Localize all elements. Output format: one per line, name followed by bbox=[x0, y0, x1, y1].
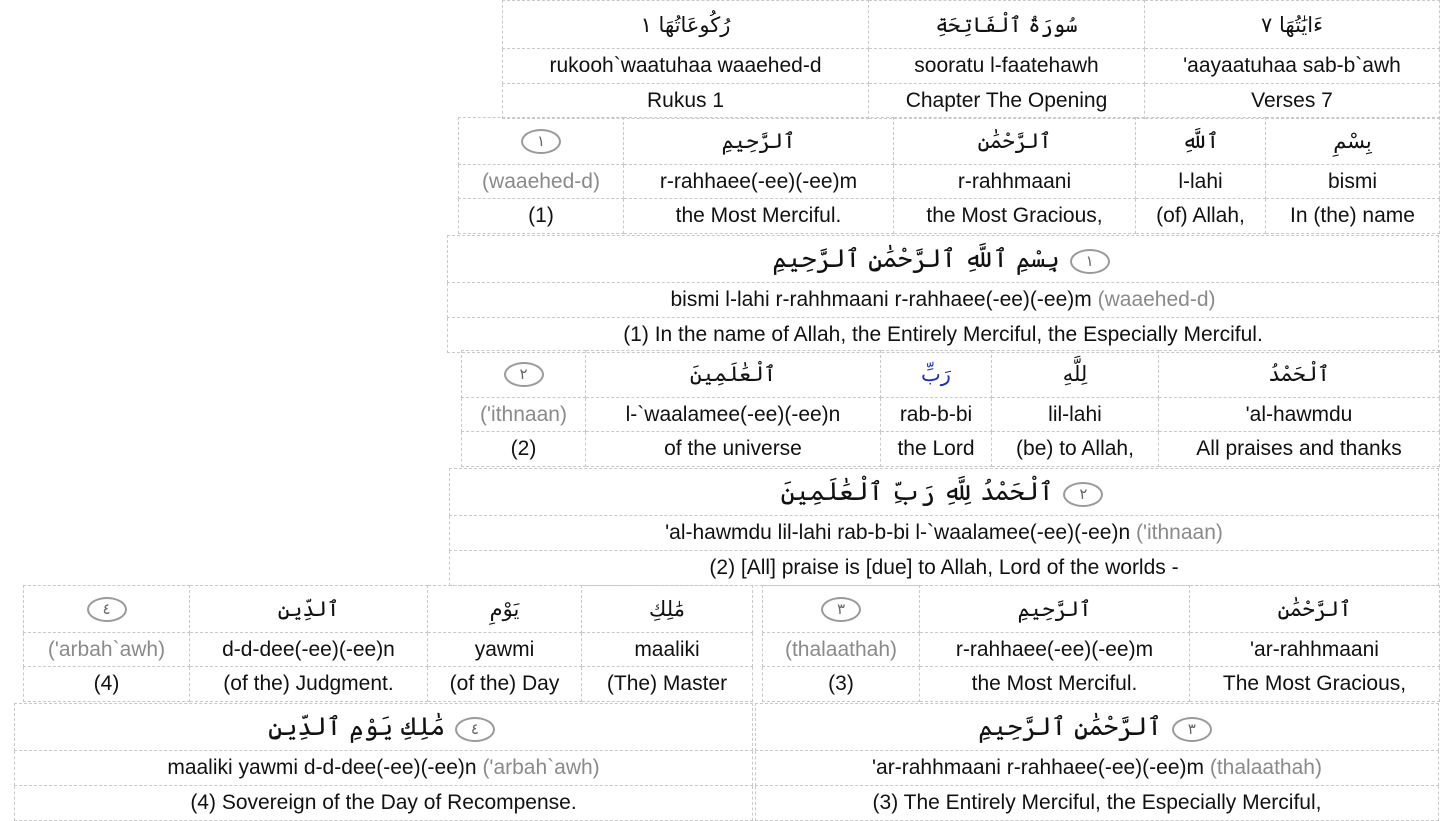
verse-translation: (3) The Entirely Merciful, the Especially Merciful, bbox=[756, 786, 1439, 821]
verse-number-translit: (waaehed-d) bbox=[1097, 288, 1216, 311]
verse-full-translit bbox=[15, 751, 753, 786]
verse-end-marker-icon: ٣ bbox=[821, 597, 861, 622]
verse-4-word-table bbox=[23, 585, 753, 702]
verses-count-english: Verses 7 bbox=[1145, 84, 1440, 119]
verse-number-translit: (waaehed-d) bbox=[459, 165, 624, 199]
verse-number-translit: ('ithnaan) bbox=[462, 398, 586, 432]
verse-3-word-table bbox=[762, 585, 1440, 702]
verse-full-translit bbox=[756, 751, 1439, 786]
verse-number-translit: (thalaathah) bbox=[1209, 756, 1322, 779]
word-english: the Most Merciful. bbox=[920, 667, 1190, 702]
surah-name-arabic: سُورَةُ ٱلْفَاتِحَةِ bbox=[869, 1, 1145, 49]
verse-number-english: (2) bbox=[462, 432, 586, 467]
verse-full-translit bbox=[450, 516, 1439, 551]
translit-text: 'al-hawmdu lil-lahi rab-b-bi l-`waalamee(-ee)(-ee)n bbox=[665, 521, 1131, 544]
word-english: the Most Merciful. bbox=[624, 199, 894, 234]
rukus-translit: rukooh`waatuhaa waaehed-d bbox=[503, 49, 869, 84]
word-translit: r-rahhmaani bbox=[894, 165, 1136, 199]
word-english: (of) Allah, bbox=[1136, 199, 1266, 234]
verse-1-word-table bbox=[458, 117, 1440, 234]
verse-end-marker-icon: ٤ bbox=[87, 597, 127, 622]
word-arabic: يَوْمِ bbox=[428, 586, 582, 633]
verse-3-full-arabic-cell bbox=[756, 704, 1439, 751]
verse-2-marker-cell bbox=[462, 351, 586, 398]
verse-translation: (4) Sovereign of the Day of Recompense. bbox=[15, 786, 753, 821]
verse-number-translit: ('ithnaan) bbox=[1135, 521, 1223, 544]
verse-end-marker-icon: ٤ bbox=[455, 717, 495, 742]
word-arabic: رَبِّ bbox=[881, 351, 992, 398]
word-translit: maaliki bbox=[582, 633, 753, 667]
rukus-english: Rukus 1 bbox=[503, 84, 869, 119]
verse-1-full-arabic-cell bbox=[448, 236, 1439, 283]
translit-text: 'ar-rahhmaani r-rahhaee(-ee)(-ee)m bbox=[872, 756, 1205, 779]
word-arabic: ٱلْحَمْدُ bbox=[1159, 351, 1440, 398]
verse-end-marker-icon: ٢ bbox=[1063, 482, 1103, 507]
word-arabic: ٱلرَّحْمَٰنِ bbox=[894, 118, 1136, 165]
verse-full-arabic: بِسْمِ ٱللَّهِ ٱلرَّحْمَٰنِ ٱلرَّحِيمِ bbox=[772, 244, 1060, 274]
word-translit: d-d-dee(-ee)(-ee)n bbox=[190, 633, 428, 667]
verse-translation: (2) [All] praise is [due] to Allah, Lord of the worlds - bbox=[450, 551, 1439, 586]
word-translit: rab-b-bi bbox=[881, 398, 992, 432]
verse-1-full-table bbox=[447, 235, 1439, 353]
verse-number-english: (1) bbox=[459, 199, 624, 234]
translit-text: maaliki yawmi d-d-dee(-ee)(-ee)n bbox=[167, 756, 477, 779]
surah-name-translit: sooratu l-faatehawh bbox=[869, 49, 1145, 84]
word-translit: 'al-hawmdu bbox=[1159, 398, 1440, 432]
verse-3-marker-cell bbox=[763, 586, 920, 633]
word-english: (be) to Allah, bbox=[992, 432, 1159, 467]
verse-translation: (1) In the name of Allah, the Entirely Merciful, the Especially Merciful. bbox=[448, 318, 1439, 353]
word-arabic: ٱلرَّحِيمِ bbox=[624, 118, 894, 165]
verse-2-full-table bbox=[449, 468, 1439, 586]
verse-4-marker-cell bbox=[24, 586, 190, 633]
word-translit: l-`waalamee(-ee)(-ee)n bbox=[586, 398, 881, 432]
word-english: The Most Gracious, bbox=[1190, 667, 1440, 702]
verse-full-arabic: ٱلرَّحْمَٰنِ ٱلرَّحِيمِ bbox=[978, 712, 1162, 742]
word-arabic: بِسْمِ bbox=[1266, 118, 1440, 165]
word-arabic: ٱلدِّينِ bbox=[190, 586, 428, 633]
word-translit: bismi bbox=[1266, 165, 1440, 199]
surah-name-english: Chapter The Opening bbox=[869, 84, 1145, 119]
verse-full-arabic: مَٰلِكِ يَوْمِ ٱلدِّينِ bbox=[268, 712, 446, 742]
word-translit: l-lahi bbox=[1136, 165, 1266, 199]
word-arabic: ٱلرَّحْمَٰنِ bbox=[1190, 586, 1440, 633]
verse-number-english: (4) bbox=[24, 667, 190, 702]
rukus-arabic: رُكُوعَاتُهَا ١ bbox=[503, 1, 869, 49]
verse-number-translit: ('arbah`awh) bbox=[24, 633, 190, 667]
word-translit: r-rahhaee(-ee)(-ee)m bbox=[920, 633, 1190, 667]
word-translit: r-rahhaee(-ee)(-ee)m bbox=[624, 165, 894, 199]
verse-end-marker-icon: ٣ bbox=[1172, 717, 1212, 742]
verses-count-arabic: ءَايَٰتُهَا ٧ bbox=[1145, 1, 1440, 49]
word-arabic: ٱلرَّحِيمِ bbox=[920, 586, 1190, 633]
verse-number-english: (3) bbox=[763, 667, 920, 702]
word-english: the Lord bbox=[881, 432, 992, 467]
word-arabic: ٱللَّهِ bbox=[1136, 118, 1266, 165]
verse-end-marker-icon: ٢ bbox=[504, 362, 544, 387]
verse-3-full-table bbox=[755, 703, 1439, 821]
verse-2-full-arabic-cell bbox=[450, 469, 1439, 516]
verse-end-marker-icon: ١ bbox=[1070, 249, 1110, 274]
verse-full-translit bbox=[448, 283, 1439, 318]
translit-text: bismi l-lahi r-rahhmaani r-rahhaee(-ee)(-ee)m bbox=[670, 288, 1092, 311]
word-english: the Most Gracious, bbox=[894, 199, 1136, 234]
surah-header-table bbox=[502, 0, 1440, 119]
verse-4-full-table bbox=[14, 703, 753, 821]
word-translit: lil-lahi bbox=[992, 398, 1159, 432]
word-english: (of the) Judgment. bbox=[190, 667, 428, 702]
word-english: In (the) name bbox=[1266, 199, 1440, 234]
verses-count-translit: 'aayaatuhaa sab-b`awh bbox=[1145, 49, 1440, 84]
verse-end-marker-icon: ١ bbox=[521, 129, 561, 154]
verse-1-marker-cell bbox=[459, 118, 624, 165]
verse-number-translit: ('arbah`awh) bbox=[482, 756, 600, 779]
word-english: (of the) Day bbox=[428, 667, 582, 702]
word-english: of the universe bbox=[586, 432, 881, 467]
verse-full-arabic: ٱلْحَمْدُ لِلَّهِ رَبِّ ٱلْعَٰلَمِينَ bbox=[780, 477, 1054, 507]
word-english: (The) Master bbox=[582, 667, 753, 702]
verse-4-full-arabic-cell bbox=[15, 704, 753, 751]
word-arabic: مَٰلِكِ bbox=[582, 586, 753, 633]
word-translit: yawmi bbox=[428, 633, 582, 667]
word-english: All praises and thanks bbox=[1159, 432, 1440, 467]
word-arabic: ٱلْعَٰلَمِينَ bbox=[586, 351, 881, 398]
word-arabic: لِلَّهِ bbox=[992, 351, 1159, 398]
verse-2-word-table bbox=[461, 350, 1440, 467]
word-translit: 'ar-rahhmaani bbox=[1190, 633, 1440, 667]
verse-number-translit: (thalaathah) bbox=[763, 633, 920, 667]
